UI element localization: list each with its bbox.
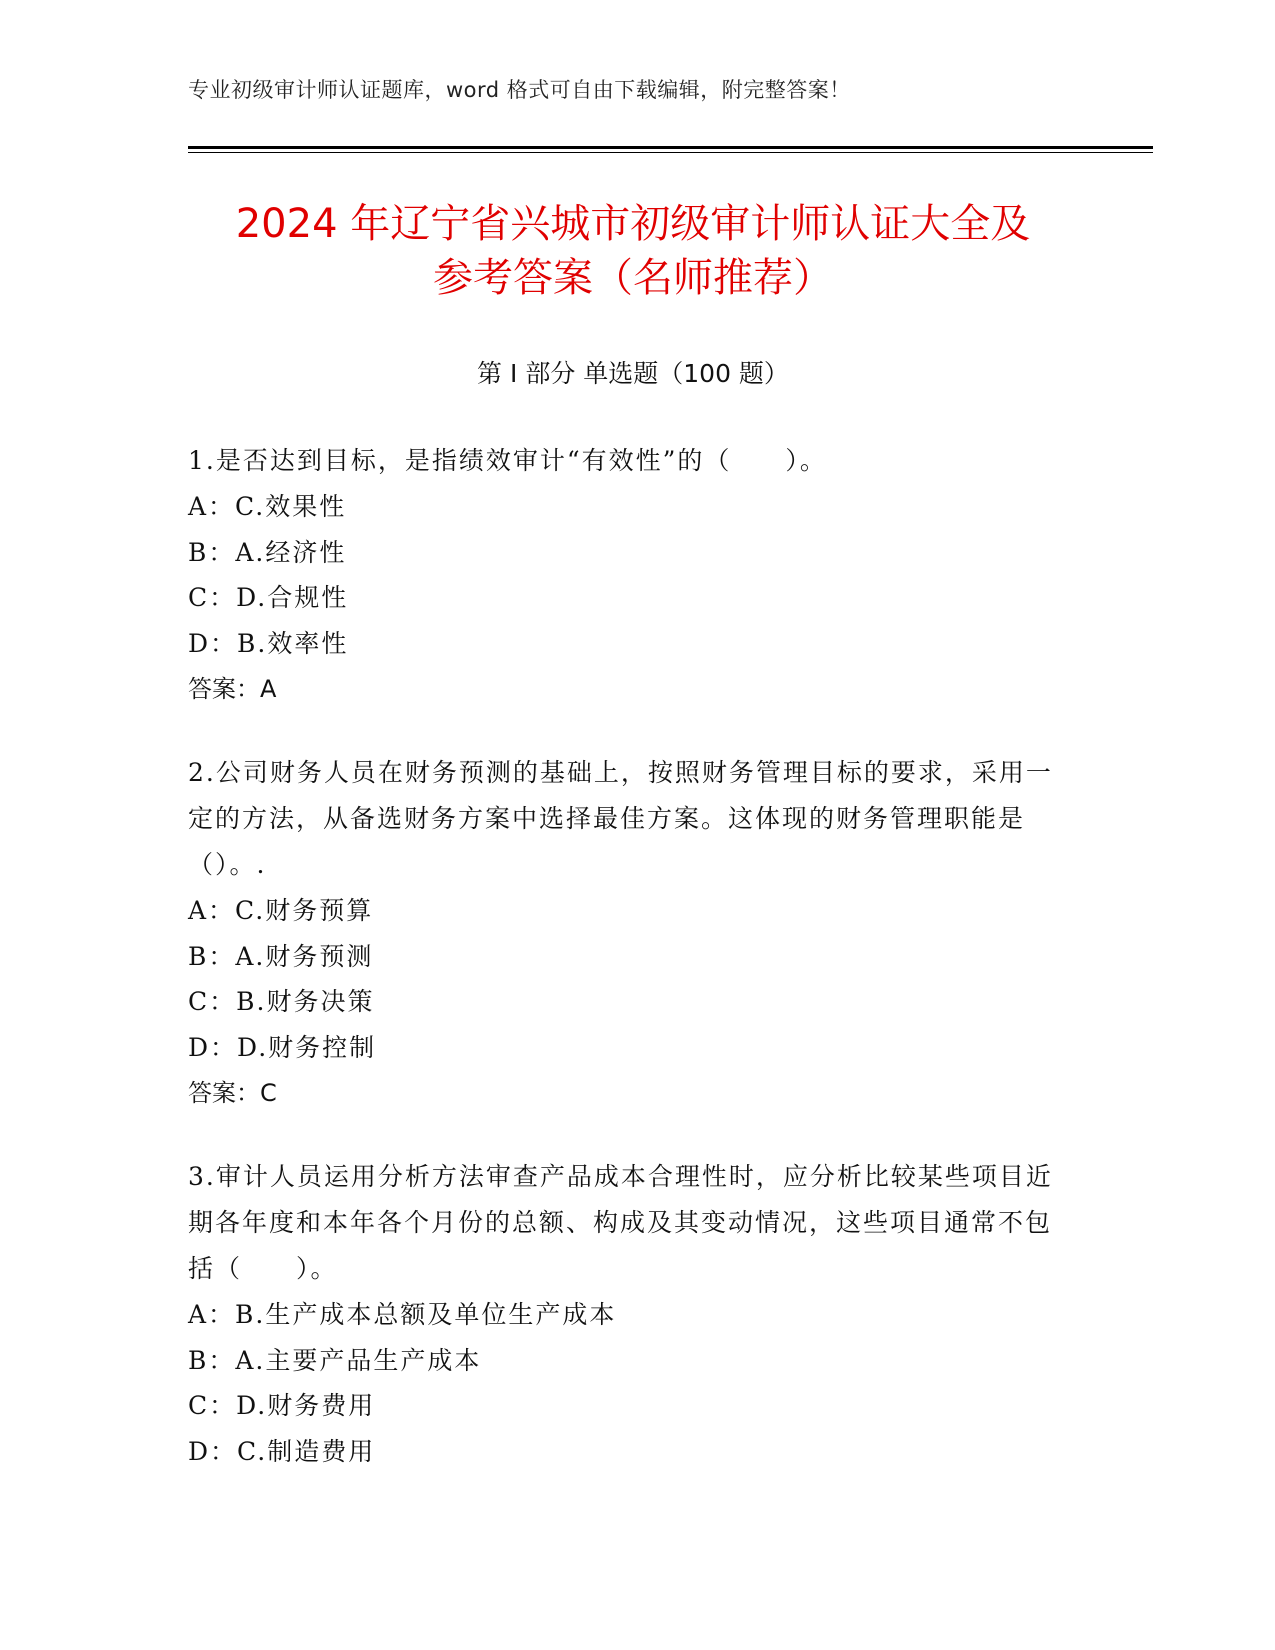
- answer: 答案：C: [188, 1079, 277, 1107]
- section-heading: 第 I 部分 单选题（100 题）: [477, 359, 789, 388]
- header-rule-thick: [188, 146, 1153, 149]
- question-1: [188, 438, 1063, 712]
- option-b: B：A.主要产品生产成本: [188, 1345, 482, 1375]
- option-c: C：B.财务决策: [188, 987, 375, 1016]
- answer: 答案：A: [188, 675, 277, 703]
- question-3: [188, 1154, 1063, 1474]
- option-a: A：B.生产成本总额及单位生产成本: [188, 1300, 617, 1329]
- header-rule-thin: [188, 152, 1153, 153]
- option-d: D：B.效率性: [188, 628, 349, 658]
- question-stem: 1.是否达到目标，是指绩效审计“有效性”的（ ）。: [188, 446, 827, 475]
- option-a: A：C.财务预算: [188, 896, 374, 925]
- question-stem: 3.审计人员运用分析方法审查产品成本合理性时，应分析比较某些项目近期各年度和本年各个月份的总额、构成及其变动情况，这些项目通常不包括（ ）。: [188, 1162, 1053, 1283]
- question-stem: 2.公司财务人员在财务预测的基础上，按照财务管理目标的要求，采用一定的方法，从备选财务方案中选择最佳方案。这体现的财务管理职能是（）。.: [188, 758, 1053, 879]
- option-c: C：D.财务费用: [188, 1391, 376, 1420]
- question-2: [188, 750, 1063, 1116]
- option-a: A：C.效果性: [188, 492, 347, 521]
- header-note: 专业初级审计师认证题库，word 格式可自由下载编辑，附完整答案！: [188, 78, 851, 102]
- document-title-line-1: 2024 年辽宁省兴城市初级审计师认证大全及: [235, 201, 1031, 247]
- question-list: [188, 438, 1063, 1512]
- option-d: D：D.财务控制: [188, 1032, 377, 1062]
- document-title-line-2: 参考答案（名师推荐）: [433, 255, 833, 301]
- option-d: D：C.制造费用: [188, 1436, 376, 1466]
- option-b: B：A.经济性: [188, 537, 347, 567]
- option-c: C：D.合规性: [188, 583, 349, 612]
- option-b: B：A.财务预测: [188, 941, 374, 971]
- document-title: [188, 197, 1078, 305]
